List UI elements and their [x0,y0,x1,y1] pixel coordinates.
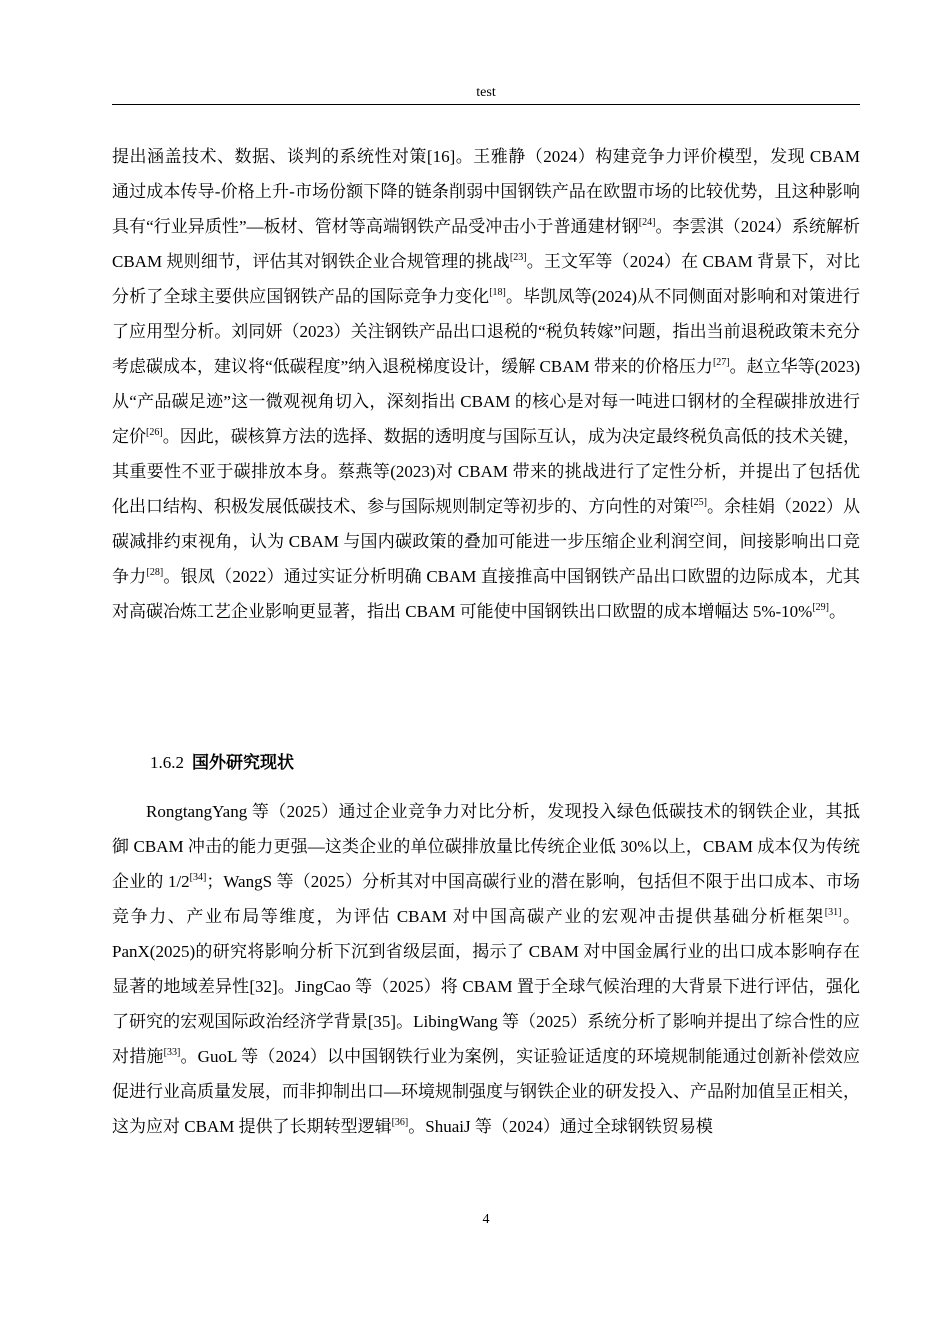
citation-marker: [36] [391,1117,409,1128]
text-run: 。 [828,602,846,621]
page-number: 4 [482,1212,490,1227]
citation-marker: [24] [638,217,656,228]
text-run: 。余桂娟（2022）从碳减排约束视角，认为 CBAM 与国内碳政策的叠加可能进一步压缩企业利润空间，间接影响出口竞争力 [112,497,860,586]
section-number: 1.6.2 [150,753,184,772]
citation-marker: [25] [690,497,707,508]
text-run: 。ShuaiJ 等（2024）通过全球钢铁贸易模 [408,1117,713,1136]
running-header: test [476,85,496,100]
header-rule [112,104,860,105]
citation-marker: [18] [489,287,506,298]
text-run: 。GuoL 等（2024）以中国钢铁行业为案例，实证验证适度的环境规制能通过创新补偿效应促进行业高质量发展，而非抑制出口—环境规制强度与钢铁企业的研发投入、产品附加值呈正相关，这为应对 CBAM 提供了长期转型逻辑 [112,1047,861,1136]
text-run: ；WangS 等（2025）分析其对中国高碳行业的潜在影响，包括但不限于出口成本、市场竞争力、产业布局等维度，为评估 CBAM 对中国高碳产业的宏观冲击提供基础分析框架 [112,872,860,926]
citation-marker: [27] [712,357,730,368]
body-paragraph [112,794,860,1144]
text-run: 提出涵盖技术、数据、谈判的系统性对策[16]。王雅静（2024）构建竞争力评价模型，发现 CBAM 通过成本传导-价格上升-市场份额下降的链条削弱中国钢铁产品在欧盟市场的比较优势，且这种影响具有“行业异质性”—板材、管材等高端钢铁产品受冲击小于普通建材钢 [112,147,860,236]
text-run: 。因此，碳核算方法的选择、数据的透明度与国际互认，成为决定最终税负高低的技术关键，其重要性不亚于碳排放本身。蔡燕等(2023)对 CBAM 带来的挑战进行了定性分析，并提出了包括优化出口结构、积极发展低碳技术、参与国际规则制定等初步的、方向性的对策 [112,427,860,516]
section-heading [150,748,294,778]
citation-marker: [29] [812,602,829,613]
text-run: 。PanX(2025)的研究将影响分析下沉到省级层面，揭示了 CBAM 对中国金属行业的出口成本影响存在显著的地域差异性[32]。JingCao 等（2025）将 CBAM 置于全球气候治理的大背景下进行评估，强化了研究的宏观国际政治经济学背景[35]。LibingWang 等（2025）系统分析了影响并提出了综合性的应对措施 [112,907,861,1066]
text-run: 。王文军等（2024）在 CBAM 背景下，对比分析了全球主要供应国钢铁产品的国际竞争力变化 [112,252,860,306]
citation-marker: [23] [509,252,527,263]
text-run: 。银凤（2022）通过实证分析明确 CBAM 直接推高中国钢铁产品出口欧盟的边际成本，尤其对高碳冶炼工艺企业影响更显著，指出 CBAM 可能使中国钢铁出口欧盟的成本增幅达 5%-10% [112,567,861,621]
text-run: 。毕凯凤等(2024)从不同侧面对影响和对策进行了应用型分析。刘同妍（2023）关注钢铁产品出口退税的“税负转嫁”问题，指出当前退税政策未充分考虑碳成本，建议将“低碳程度”纳入退税梯度设计，缓解 CBAM 带来的价格压力 [112,287,860,376]
section-title: 国外研究现状 [192,753,294,773]
text-run: 。李雲淇（2024）系统解析 CBAM 规则细节，评估其对钢铁企业合规管理的挑战 [112,217,861,271]
citation-marker: [28] [146,567,164,578]
citation-marker: [26] [146,427,163,438]
citation-marker: [34] [189,872,207,883]
text-run: 。赵立华等(2023)从“产品碳足迹”这一微观视角切入，深刻指出 CBAM 的核心是对每一吨进口钢材的全程碳排放进行定价 [112,357,860,446]
text-run: RongtangYang 等（2025）通过企业竞争力对比分析，发现投入绿色低碳技术的钢铁企业，其抵御 CBAM 冲击的能力更强—这类企业的单位碳排放量比传统企业低 30%以上，CBAM 成本仅为传统企业的 1/2 [112,802,860,891]
body-paragraph [112,139,860,629]
citation-marker: [33] [163,1047,181,1058]
citation-marker: [31] [824,907,842,918]
